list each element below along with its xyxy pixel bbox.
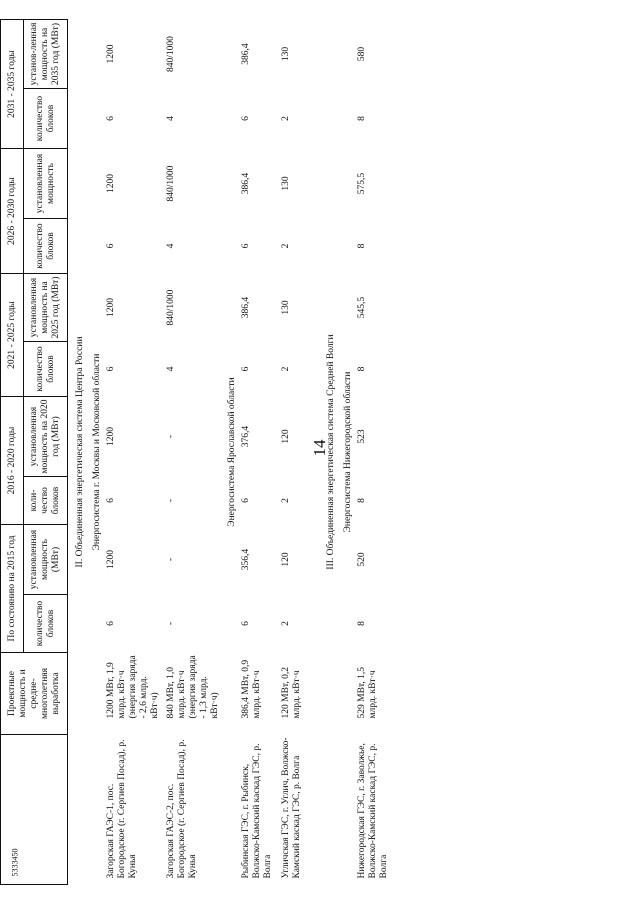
project-capacity: 120 МВт, 0,2 млрд. кВт·ч: [281, 667, 302, 719]
project-capacity: 529 МВт, 1,5 млрд. кВт·ч: [357, 667, 378, 719]
value-cell: 840/1000: [166, 36, 176, 72]
value-cell: 2: [281, 498, 291, 503]
capacity-table: [0, 19, 395, 885]
value-cell: 386,4: [241, 43, 251, 65]
value-cell: 8: [357, 366, 367, 372]
value-cell: 840/1000: [166, 289, 176, 326]
value-cell: 6: [106, 366, 116, 372]
value-cell: 8: [357, 243, 367, 249]
value-cell: 376,4: [241, 425, 251, 448]
value-cell: 1200: [106, 174, 116, 193]
value-cell: -: [166, 557, 176, 562]
value-cell: 545,5: [357, 296, 367, 319]
header-capacity-2025: установленная мощность на 2025 год (МВт): [24, 274, 68, 342]
value-cell: 4: [166, 243, 176, 249]
object-name: Угличская ГЭС, г. Углич, Волжско-Камский каскад ГЭС, р. Волга: [281, 737, 302, 879]
header-blocks-2025: количество блоков: [24, 342, 68, 397]
header-capacity-2030: установленная мощность: [24, 149, 68, 219]
header-group-2015: По состоянию на 2015 год: [1, 525, 24, 653]
value-cell: 120: [281, 552, 291, 567]
header-blocks-2015: количество блоков: [24, 595, 68, 653]
value-cell: 6: [241, 621, 251, 626]
value-cell: 130: [281, 176, 291, 191]
header-capacity-2035: установ-ленная мощность на 2035 год (МВт): [24, 20, 68, 89]
value-cell: 2: [281, 243, 291, 249]
value-cell: 2: [281, 366, 291, 372]
object-name: Нижегородская ГЭС, г. Заволжье, Волжско-Камский каскад ГЭС, р. Волга: [357, 743, 389, 879]
value-cell: 580: [357, 46, 367, 62]
value-cell: 1200: [106, 427, 116, 446]
header-project: Проектные мощность и средне-многолетняя выработка: [1, 653, 68, 735]
section-title: II. Объединенная энергетическая система Центра России: [75, 336, 85, 568]
value-cell: 2: [281, 116, 291, 121]
header-blocks-2020: коли-чество блоков: [24, 477, 68, 525]
header-blocks-2030: количество блоков: [24, 219, 68, 274]
value-cell: 1200: [106, 44, 116, 64]
value-cell: 6: [241, 116, 251, 121]
value-cell: 6: [106, 243, 116, 249]
header-group-2016-2020: 2016 - 2020 годы: [1, 397, 24, 525]
object-name: Рыбинская ГЭС, г. Рыбинск, Волжско-Камский каскад ГЭС, р. Волга: [241, 743, 273, 879]
value-cell: 6: [106, 116, 116, 121]
page-number: 14: [310, 439, 329, 457]
value-cell: 120: [281, 429, 291, 444]
value-cell: 6: [241, 498, 251, 503]
object-name: Загорская ГАЭС-2, пос. Богородское (г. Сергиев Посад), р. Кунья: [166, 739, 198, 879]
value-cell: 2: [281, 621, 291, 626]
document-code: 5333450: [10, 848, 20, 877]
value-cell: 356,4: [241, 548, 251, 571]
value-cell: -: [166, 434, 176, 439]
table-row: [104, 20, 164, 885]
value-cell: 520: [357, 552, 367, 567]
value-cell: 386,4: [241, 296, 251, 319]
header-object: [1, 735, 68, 885]
subsection-title: Энергосистема Нижегородской области: [343, 371, 353, 533]
header-blocks-2035: количество блоков: [24, 89, 68, 149]
value-cell: -: [166, 621, 176, 626]
subsection-title: Энергосистема Ярославской области: [227, 377, 237, 527]
section-title: III. Объединенная энергетическая система Средней Волги: [326, 334, 336, 570]
value-cell: 575,5: [357, 172, 367, 195]
header-group-2031-2035: 2031 - 2035 годы: [1, 20, 24, 149]
rotated-table-container: [0, 20, 435, 885]
value-cell: 130: [281, 46, 291, 62]
value-cell: 130: [281, 300, 291, 315]
table-row: [164, 20, 224, 885]
value-cell: 6: [241, 366, 251, 372]
value-cell: 386,4: [241, 172, 251, 195]
value-cell: 1200: [106, 550, 116, 569]
object-name: Загорская ГАЭС-1, пос. Богородское (г. Сергиев Посад), р. Кунья: [106, 739, 138, 879]
value-cell: 523: [357, 429, 367, 444]
header-capacity-2015: установленная мощность (МВт): [24, 525, 68, 595]
value-cell: 840/1000: [166, 165, 176, 202]
project-capacity: 386,4 МВт, 0,9 млрд. кВт·ч: [241, 659, 262, 719]
table-row: [239, 20, 279, 885]
value-cell: 8: [357, 621, 367, 626]
header-capacity-2020: установленная мощность на 2020 год (МВт): [24, 397, 68, 477]
value-cell: 8: [357, 498, 367, 503]
value-cell: -: [166, 498, 176, 503]
project-capacity: 840 МВт, 1,0 млрд. кВт·ч (энергия заряда - 1,3 млрд. кВт·ч): [166, 655, 220, 719]
header-group-2021-2025: 2021 - 2025 годы: [1, 274, 24, 397]
value-cell: 4: [166, 116, 176, 121]
header-group-2026-2030: 2026 - 2030 годы: [1, 149, 24, 274]
value-cell: 1200: [106, 298, 116, 317]
value-cell: 6: [241, 243, 251, 249]
value-cell: 6: [106, 498, 116, 503]
table-row: [355, 20, 395, 885]
value-cell: 4: [166, 366, 176, 372]
table-row: [279, 20, 319, 885]
value-cell: 6: [106, 621, 116, 626]
value-cell: 8: [357, 116, 367, 121]
subsection-title: Энергосистема г. Москвы и Московской области: [92, 353, 102, 551]
project-capacity: 1200 МВт, 1,9 млрд. кВт·ч (энергия заряда - 2,6 млрд. кВт·ч): [106, 655, 160, 719]
